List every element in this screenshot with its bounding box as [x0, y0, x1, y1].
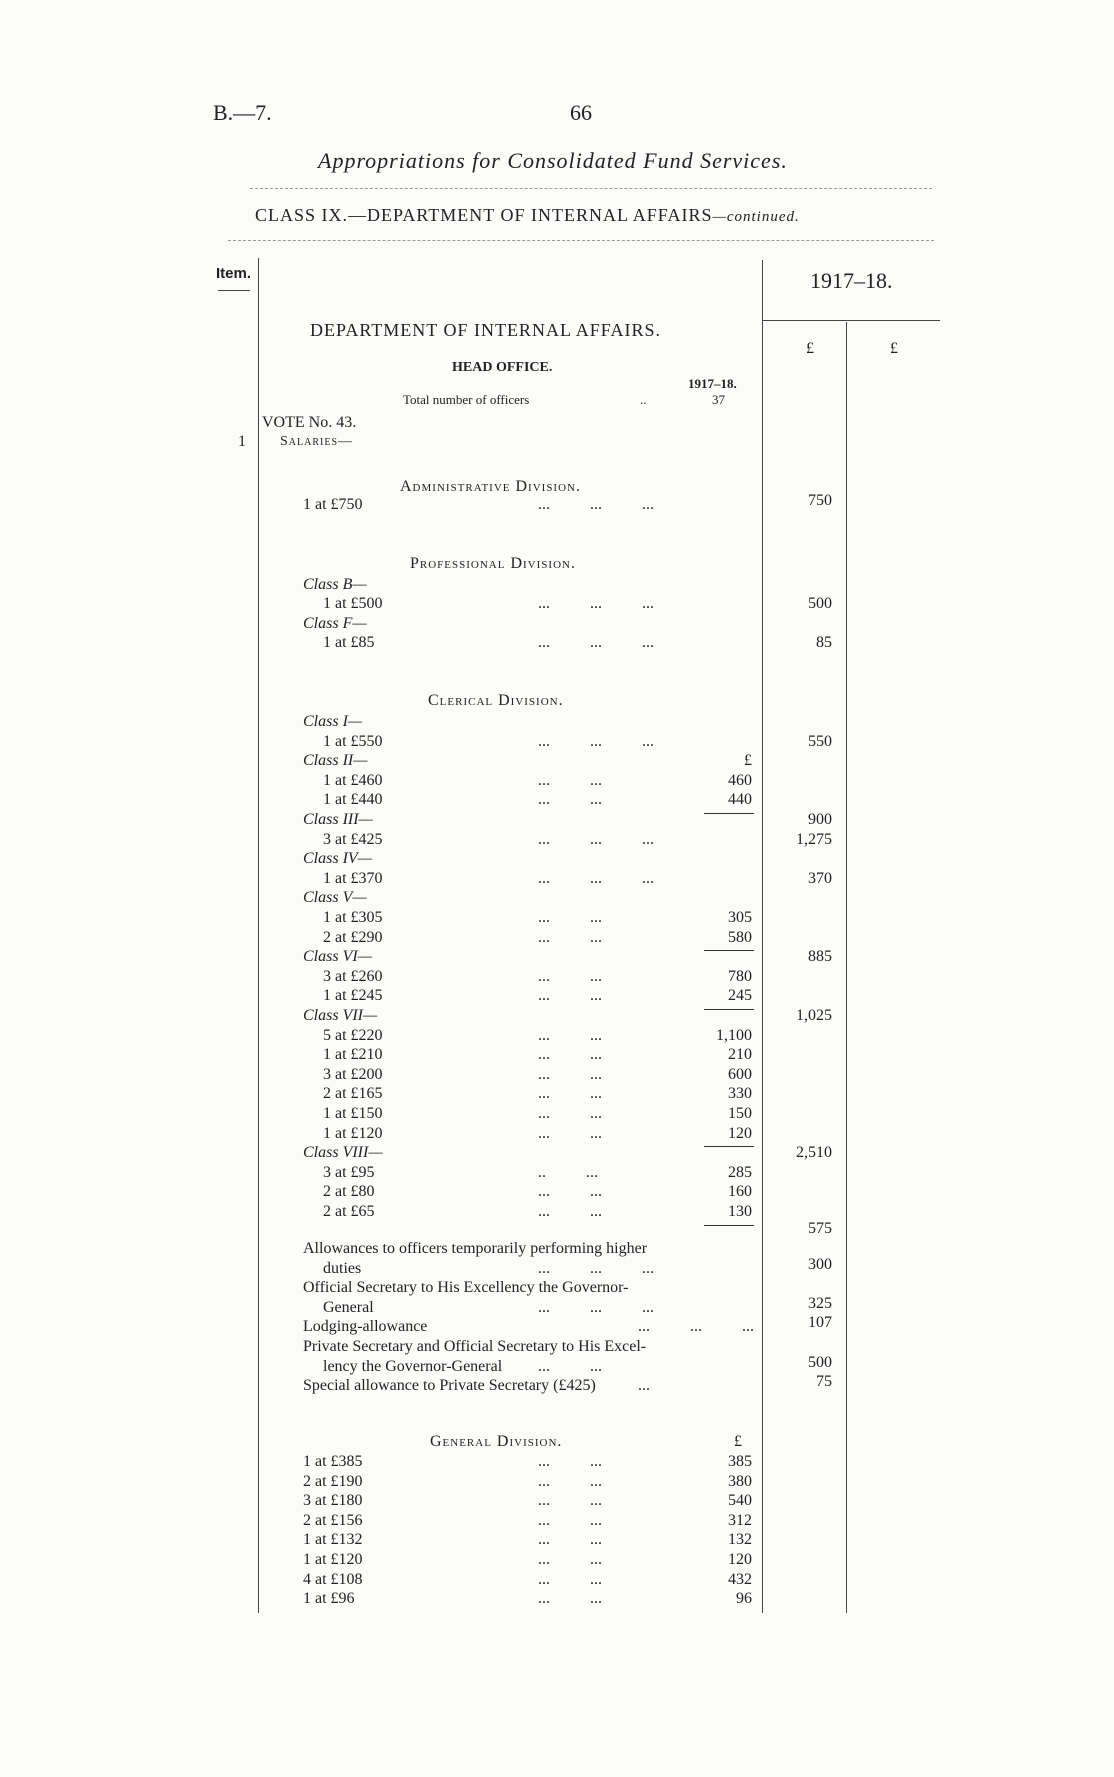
row-label: 1 at £120	[303, 1551, 363, 1568]
row-label: 2 at £156	[303, 1511, 363, 1529]
leader-dots: ... ...	[538, 1105, 602, 1122]
currency-symbol: £	[890, 340, 898, 357]
class-heading	[255, 205, 800, 226]
officers-label: Total number of officers	[403, 392, 530, 407]
row-subtotal: 580	[728, 928, 752, 946]
leader-dots: ... ...	[538, 928, 602, 946]
leader-dots: ... ...	[538, 1511, 602, 1529]
allowance-label-continued: lency the Governor-General	[323, 1357, 503, 1375]
row-label: 1 at £750	[303, 496, 363, 513]
row-label: 3 at £425	[323, 830, 383, 848]
allowance-total: 107	[808, 1314, 832, 1332]
row-subtotal: 120	[728, 1551, 752, 1568]
row-subtotal: 312	[728, 1511, 752, 1529]
salaries-heading: Salaries—	[280, 434, 354, 449]
allowance-label: Official Secretary to His Excellency the Governor-	[303, 1279, 629, 1297]
leader-dots: ... ... ...	[538, 732, 654, 750]
row-label: 1 at £120	[323, 1124, 383, 1142]
class-label: Class II—	[303, 752, 368, 770]
leader-dots: ... ...	[538, 1453, 602, 1470]
row-label: 1 at £210	[323, 1046, 383, 1064]
class-label: Class V—	[303, 889, 367, 907]
leader-dots: ... ...	[538, 1570, 602, 1588]
row-total: 1,275	[796, 830, 832, 848]
leader-dots: ... ...	[538, 1590, 602, 1608]
row-label: 2 at £165	[323, 1085, 383, 1103]
section-heading-clerical: Clerical Division.	[428, 692, 564, 709]
row-subtotal: 96	[736, 1590, 752, 1608]
leader-dots: ... ...	[538, 1492, 602, 1510]
subtotal-rule	[704, 813, 754, 814]
row-subtotal: 305	[728, 909, 752, 926]
row-total: 85	[816, 634, 832, 651]
row-subtotal: 380	[728, 1472, 752, 1490]
allowance-total: 75	[816, 1373, 832, 1391]
year-column-header: 1917–18.	[810, 268, 893, 293]
row-label: 1 at £150	[323, 1105, 383, 1122]
leader-dots: ... ...	[538, 1551, 602, 1568]
row-label: 1 at £96	[303, 1590, 355, 1608]
officers-year: 1917–18.	[688, 376, 737, 391]
currency-symbol: £	[806, 340, 814, 357]
department-heading: DEPARTMENT OF INTERNAL AFFAIRS.	[310, 320, 661, 340]
class-label: Class VI—	[303, 948, 372, 966]
divider	[250, 188, 932, 189]
leader-dots: ... ...	[538, 967, 602, 985]
row-total: 750	[808, 492, 832, 509]
page-number: 66	[570, 100, 592, 125]
allowance-label: Lodging-allowance	[303, 1318, 428, 1336]
leader-dots: ... ...	[538, 771, 602, 789]
row-total: 370	[808, 869, 832, 887]
class-label: Class III—	[303, 811, 373, 828]
leader-dots: ... ...	[538, 1065, 602, 1083]
row-label: 1 at £550	[323, 732, 383, 750]
row-label: 1 at £460	[323, 771, 383, 789]
row-subtotal: 1,100	[716, 1026, 752, 1044]
leader-dots: ... ...	[538, 1531, 602, 1549]
row-label: 1 at £85	[323, 634, 375, 651]
column-rule-item	[258, 258, 259, 1613]
class-label: Class I—	[303, 713, 363, 730]
class-label: Class F—	[303, 615, 367, 632]
item-underline	[218, 290, 250, 291]
class-label: Class VII—	[303, 1007, 378, 1024]
leader-dots: ... ... ...	[538, 496, 654, 513]
row-subtotal: 440	[728, 791, 752, 809]
leader-dots: ... ... ...	[538, 1298, 654, 1316]
divider	[228, 240, 934, 241]
row-label: 1 at £305	[323, 909, 383, 926]
row-label: 2 at £80	[323, 1183, 375, 1201]
leader-dots: ... ...	[538, 791, 602, 809]
page-title: Appropriations for Consolidated Fund Services.	[318, 148, 788, 173]
row-subtotal: 330	[728, 1085, 752, 1103]
allowance-label-continued: duties	[323, 1259, 362, 1277]
row-label: 1 at £370	[323, 869, 383, 887]
row-subtotal: £	[744, 752, 752, 770]
row-label: 3 at £260	[323, 967, 383, 985]
leader-dots: ... ... ...	[538, 869, 654, 887]
allowance-label: Special allowance to Private Secretary (£425)	[303, 1377, 596, 1395]
leader-dots: ... ...	[538, 1046, 602, 1064]
leader-dots: ..	[640, 392, 647, 407]
row-label: 1 at £245	[323, 987, 383, 1005]
class-total: 900	[808, 811, 832, 828]
section-heading-general: General Division.	[430, 1433, 563, 1450]
item-number: 1	[238, 433, 246, 450]
row-subtotal: 285	[728, 1163, 752, 1181]
subtotal-rule	[704, 950, 754, 951]
leader-dots: ... ... ...	[538, 830, 654, 848]
row-subtotal: 432	[728, 1570, 752, 1588]
vote-number: VOTE No. 43.	[262, 414, 357, 431]
class-total: 2,510	[796, 1144, 832, 1162]
leader-dots: ... ...	[538, 1026, 602, 1044]
leader-dots: ... ...	[538, 909, 602, 926]
row-label: 3 at £200	[323, 1065, 383, 1083]
row-label: 2 at £65	[323, 1203, 375, 1220]
leader-dots: ... ... ...	[538, 595, 654, 612]
class-label: Class VIII—	[303, 1144, 383, 1162]
subtotal-rule	[704, 1225, 754, 1226]
row-subtotal: 780	[728, 967, 752, 985]
leader-dots: ...	[638, 1377, 650, 1395]
row-label: 2 at £290	[323, 928, 383, 946]
row-label: 3 at £180	[303, 1492, 363, 1510]
row-label: 1 at £440	[323, 791, 383, 809]
allowance-total: 300	[808, 1255, 832, 1273]
allowance-total: 500	[808, 1353, 832, 1371]
subtotal-rule	[704, 1009, 754, 1010]
class-total: 1,025	[796, 1007, 832, 1024]
class-heading-text: CLASS IX.—DEPARTMENT OF INTERNAL AFFAIRS	[255, 205, 713, 225]
year-header-rule	[762, 320, 940, 321]
item-column-header: Item.	[216, 265, 252, 282]
officers-count: 37	[712, 392, 725, 407]
column-rule-amount	[846, 322, 847, 1613]
row-label: 4 at £108	[303, 1570, 363, 1588]
leader-dots: ... ...	[538, 1085, 602, 1103]
subtotal-rule	[704, 1146, 754, 1147]
allowance-label-continued: General	[323, 1298, 374, 1316]
class-label: Class IV—	[303, 850, 372, 868]
row-subtotal: 245	[728, 987, 752, 1005]
row-subtotal: 150	[728, 1105, 752, 1122]
class-total: 575	[808, 1220, 832, 1237]
leader-dots: ... ...	[538, 1203, 602, 1220]
document-reference: B.—7.	[213, 100, 272, 125]
row-label: 1 at £132	[303, 1531, 363, 1549]
row-total: 550	[808, 732, 832, 750]
leader-dots: .. ...	[538, 1163, 598, 1181]
section-heading-administrative: Administrative Division.	[400, 478, 581, 495]
row-label: 5 at £220	[323, 1026, 383, 1044]
row-label: 1 at £385	[303, 1453, 363, 1470]
class-heading-continued: —continued.	[712, 209, 800, 225]
row-subtotal: 210	[728, 1046, 752, 1064]
row-label: 2 at £190	[303, 1472, 363, 1490]
row-subtotal: 160	[728, 1183, 752, 1201]
office-heading: HEAD OFFICE.	[452, 360, 553, 375]
leader-dots: ... ... ...	[538, 1259, 654, 1277]
leader-dots: ... ... ...	[638, 1318, 754, 1336]
row-subtotal: 600	[728, 1065, 752, 1083]
allowance-label: Allowances to officers temporarily performing higher	[303, 1240, 648, 1257]
column-rule-description	[762, 260, 763, 1613]
leader-dots: ... ...	[538, 1183, 602, 1201]
row-total: 500	[808, 595, 832, 612]
leader-dots: ... ...	[538, 1357, 602, 1375]
row-subtotal: 460	[728, 771, 752, 789]
row-subtotal: 385	[728, 1453, 752, 1470]
leader-dots: ... ...	[538, 987, 602, 1005]
leader-dots: ... ...	[538, 1124, 602, 1142]
class-label: Class B—	[303, 576, 367, 593]
row-subtotal: 130	[728, 1203, 752, 1220]
row-label: 1 at £500	[323, 595, 383, 612]
leader-dots: ... ... ...	[538, 634, 654, 651]
class-total: 885	[808, 948, 832, 966]
allowance-label: Private Secretary and Official Secretary to His Excel-	[303, 1338, 647, 1355]
row-label: 3 at £95	[323, 1163, 375, 1181]
row-subtotal: 540	[728, 1492, 752, 1510]
row-subtotal: 120	[728, 1124, 752, 1142]
leader-dots: ... ...	[538, 1472, 602, 1490]
section-heading-professional: Professional Division.	[410, 555, 576, 572]
allowance-total: 325	[808, 1294, 832, 1312]
row-subtotal: 132	[728, 1531, 752, 1549]
currency-symbol: £	[734, 1433, 742, 1450]
